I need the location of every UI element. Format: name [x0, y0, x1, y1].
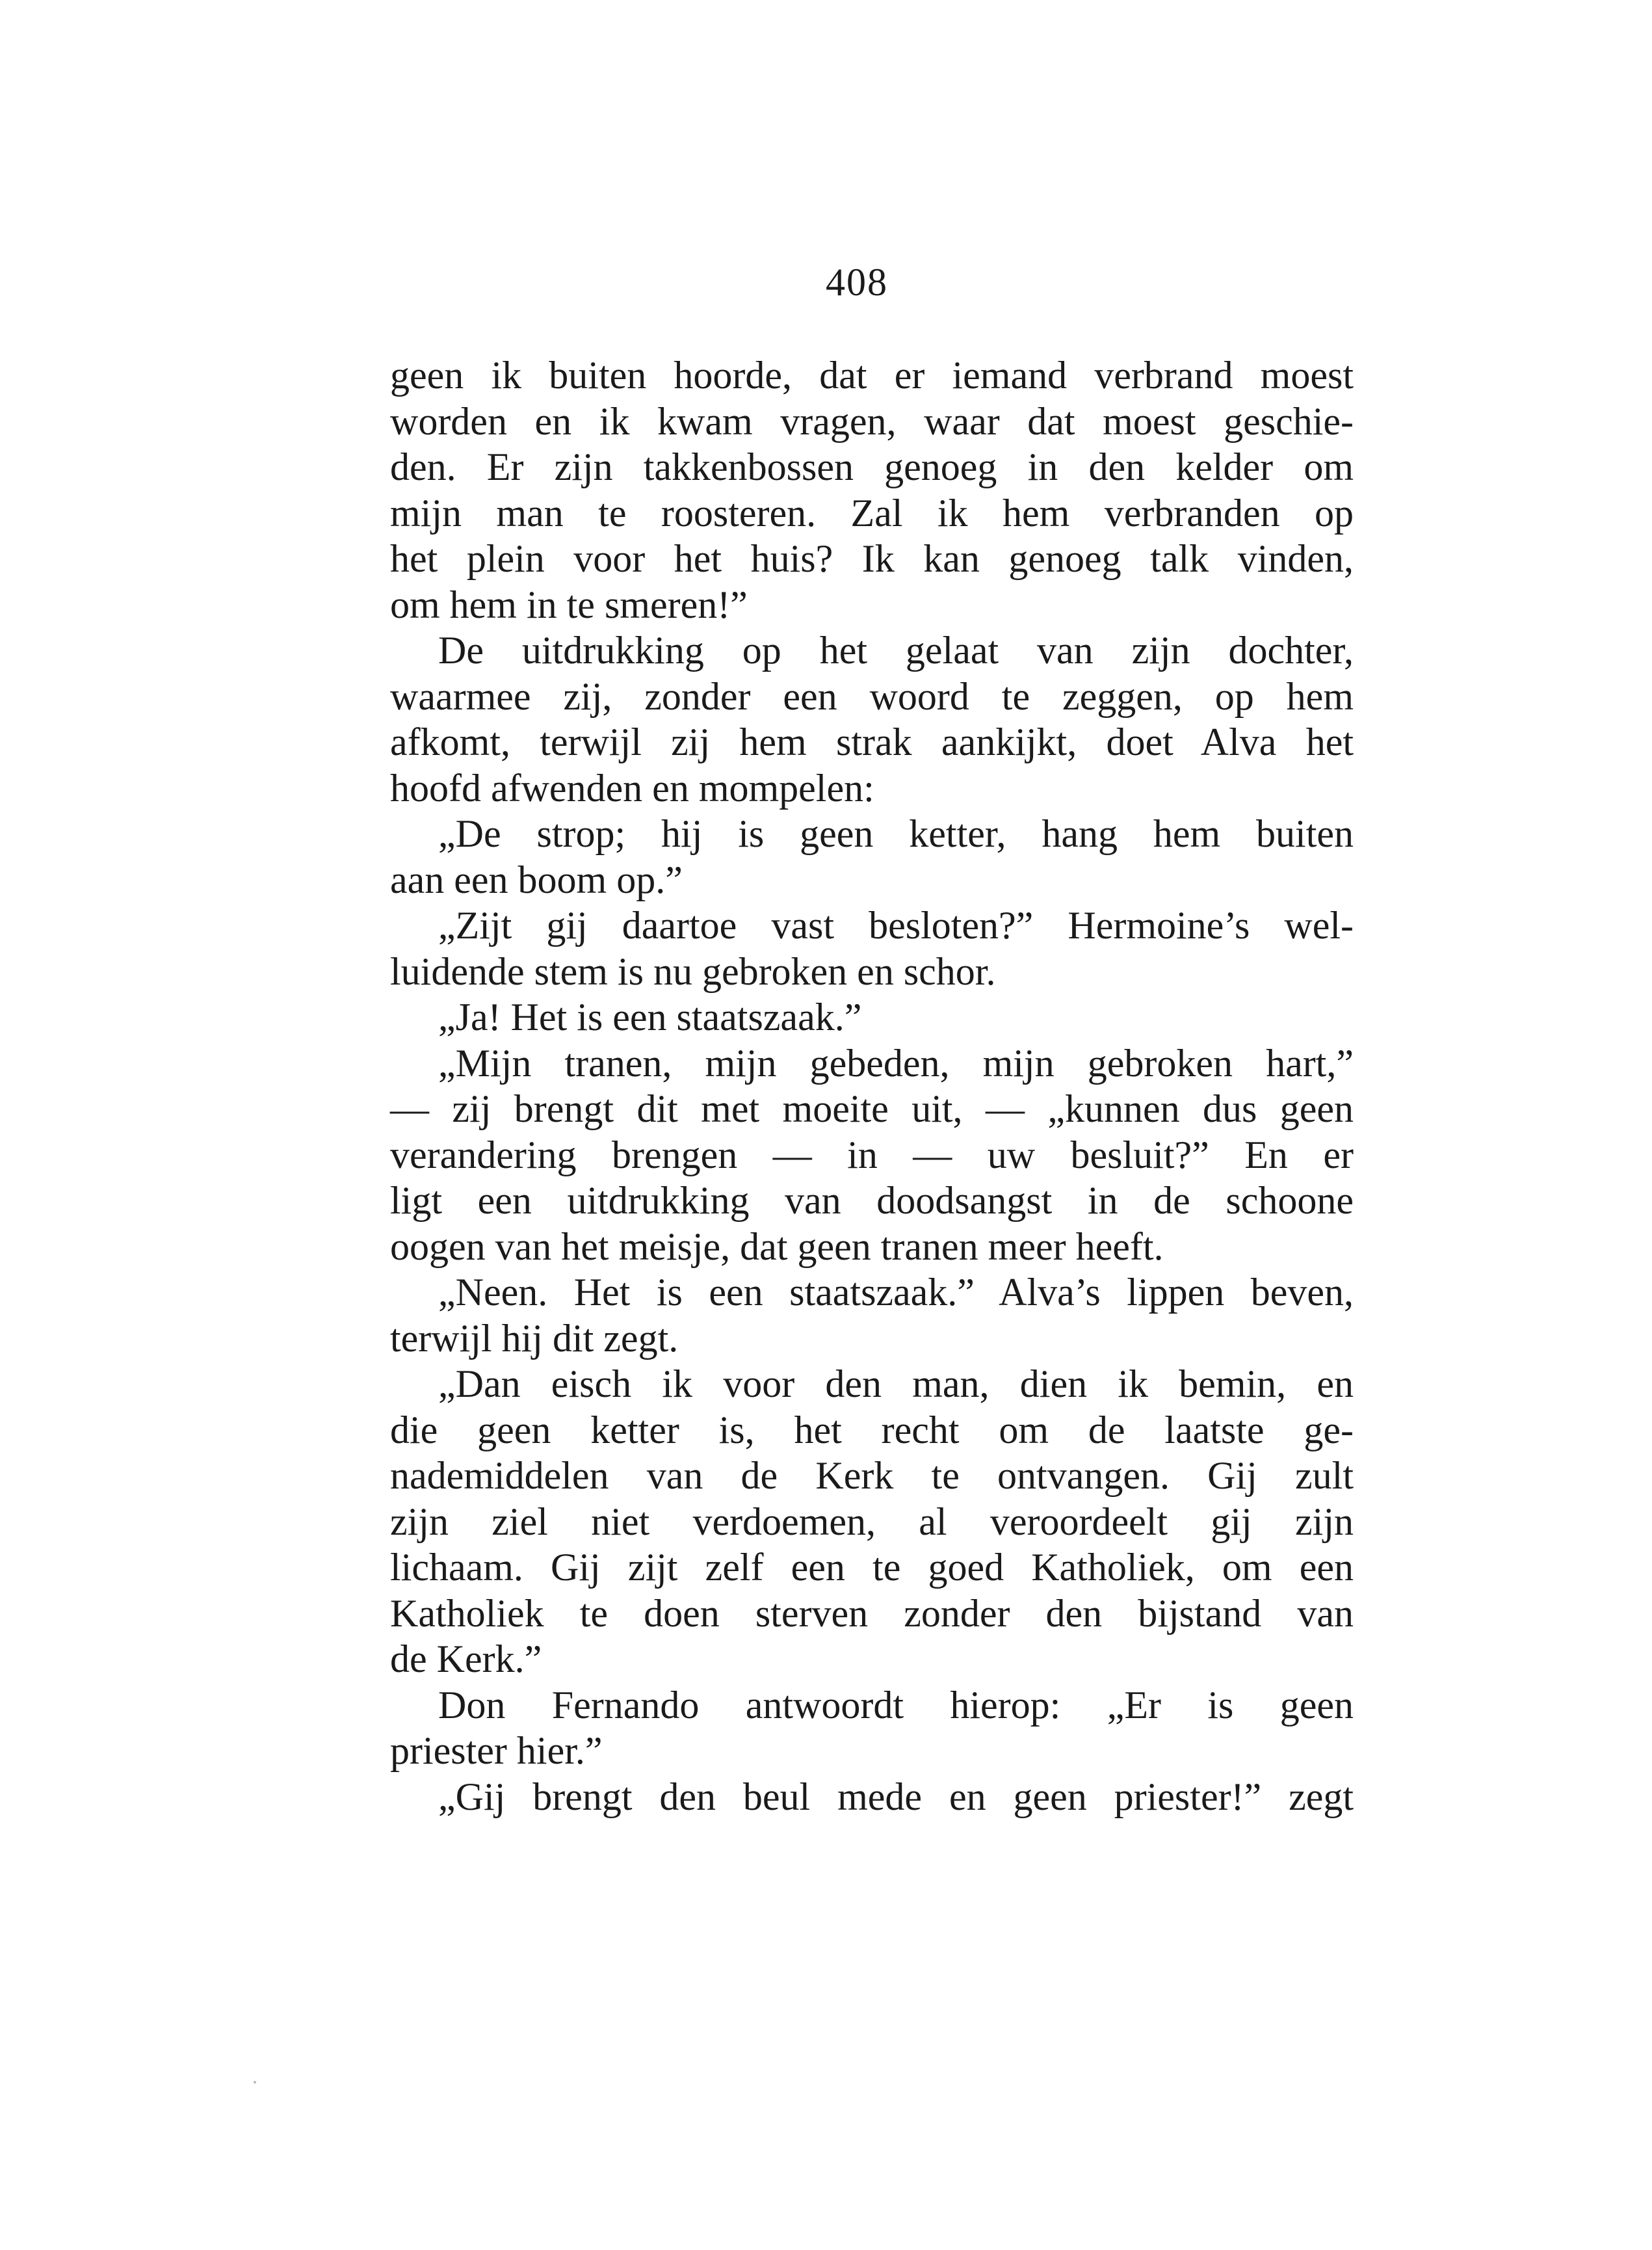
text-line: waarmee zij, zonder een woord te zeggen, op hem [390, 674, 1354, 718]
text-line: nademiddelen van de Kerk te ontvangen. Gij zult [390, 1454, 1354, 1497]
text-line: „Ja! Het is een staatszaak.” [438, 996, 862, 1039]
text-line: mijn man te roosteren. Zal ik hem verbranden op [390, 491, 1354, 535]
text-line: worden en ik kwam vragen, waar dat moest geschie- [390, 399, 1354, 443]
text-line: „Dan eisch ik voor den man, dien ik bemin, en [438, 1362, 1354, 1405]
text-line: hoofd afwenden en mompelen: [390, 766, 874, 810]
text-line: „Zijt gij daartoe vast besloten?” Hermoine’s wel- [438, 904, 1354, 947]
text-line: „Gij brengt den beul mede en geen priester!” zegt [438, 1775, 1354, 1818]
text-line: priester hier.” [390, 1729, 603, 1772]
text-line: geen ik buiten hoorde, dat er iemand verbrand moest [390, 354, 1354, 397]
text-line: De uitdrukking op het gelaat van zijn dochter, [438, 629, 1354, 672]
text-line: het plein voor het huis? Ik kan genoeg talk vinden, [390, 537, 1354, 580]
text-line: om hem in te smeren!” [390, 583, 748, 626]
text-line: afkomt, terwijl zij hem strak aankijkt, doet Alva het [390, 721, 1354, 763]
text-line: ligt een uitdrukking van doodsangst in de schoone [390, 1179, 1354, 1222]
text-line: Don Fernando antwoordt hierop: „Er is geen [438, 1683, 1354, 1727]
text-line: terwijl hij dit zegt. [390, 1316, 679, 1360]
text-line: oogen van het meisje, dat geen tranen meer heeft. [390, 1224, 1164, 1268]
text-line: den. Er zijn takkenbossen genoeg in den kelder om [390, 445, 1354, 488]
text-line: die geen ketter is, het recht om de laatste ge- [390, 1408, 1354, 1451]
text-line: de Kerk.” [390, 1637, 542, 1680]
body-text [390, 352, 1354, 1820]
paper-speck [254, 2081, 256, 2084]
text-line: „Mijn tranen, mijn gebeden, mijn gebroken hart,” [438, 1041, 1354, 1085]
text-line: Katholiek te doen sterven zonder den bijstand van [390, 1591, 1354, 1635]
text-line: verandering brengen — in — uw besluit?” En er [390, 1133, 1354, 1176]
page-number: 408 [826, 261, 888, 304]
text-line: luidende stem is nu gebroken en schor. [390, 949, 996, 993]
text-line: lichaam. Gij zijt zelf een te goed Katholiek, om een [390, 1546, 1354, 1589]
text-line: „De strop; hij is geen ketter, hang hem buiten [438, 812, 1354, 855]
text-line: „Neen. Het is een staatszaak.” Alva’s lippen beven, [438, 1271, 1354, 1314]
text-line: — zij brengt dit met moeite uit, — „kunnen dus geen [390, 1087, 1354, 1130]
text-line: zijn ziel niet verdoemen, al veroordeelt gij zijn [390, 1500, 1354, 1543]
text-line: aan een boom op.” [390, 858, 683, 901]
